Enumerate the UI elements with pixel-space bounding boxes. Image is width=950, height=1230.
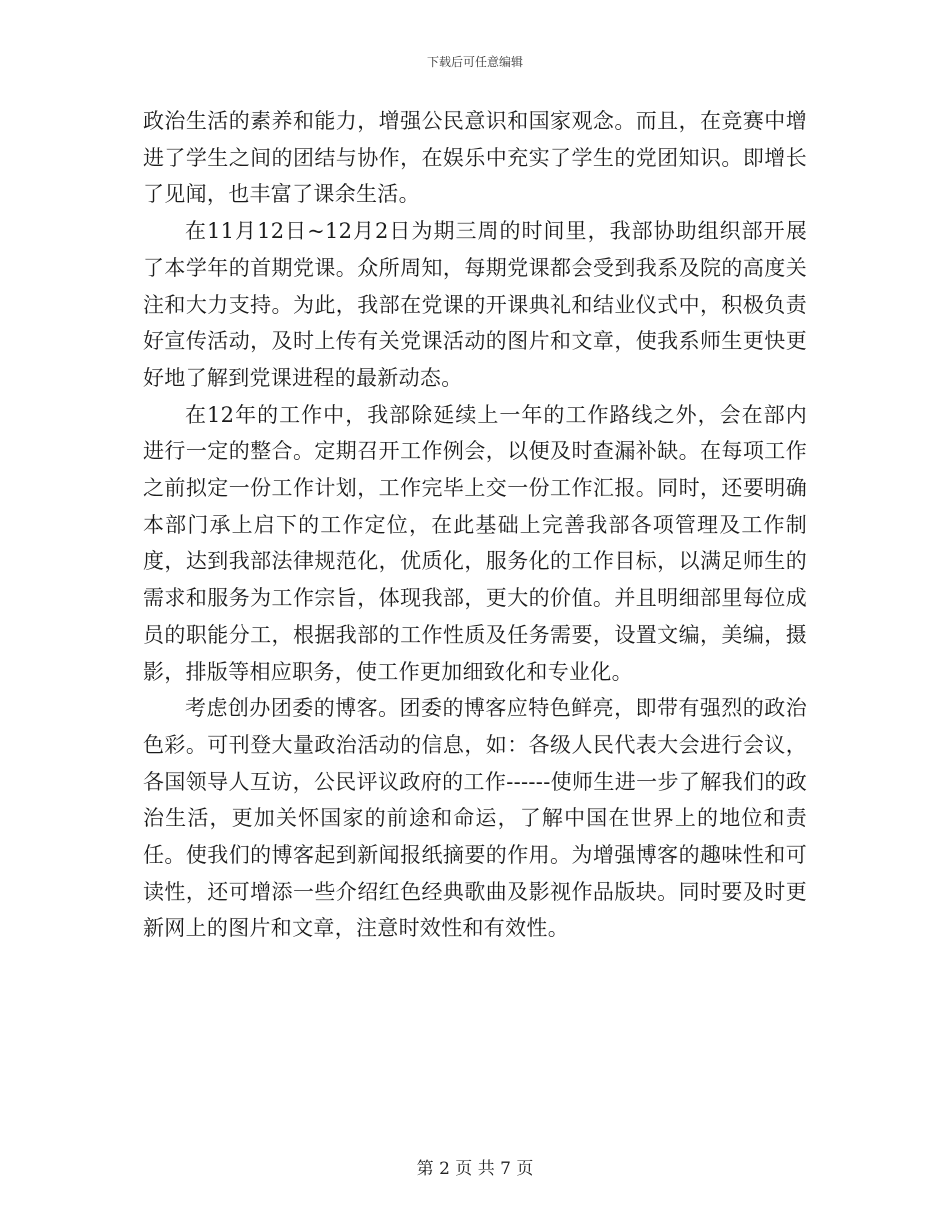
paragraph-1: 政治生活的素养和能力，增强公民意识和国家观念。而且，在竞赛中增进了学生之间的团结与协作，在娱乐中充实了学生的党团知识。即增长了见闻，也丰富了课余生活。 (143, 109, 807, 207)
paragraph-3: 在12年的工作中，我部除延续上一年的工作路线之外，会在部内进行一定的整合。定期召开工作例会，以便及时查漏补缺。在每项工作之前拟定一份工作计划，工作完毕上交一份工作汇报。同时，还要明确本部门承上启下的工作定位，在此基础上完善我部各项管理及工作制度，达到我部法律规范化，优质化，服务化的工作目标，以满足师生的需求和服务为工作宗旨，体现我部，更大的价值。并且明细部里每位成员的职能分工，根据我部的工作性质及任务需要，设置文编，美编，摄影，排版等相应职务，使工作更加细致化和专业化。 (143, 402, 807, 684)
page-number: 第 2 页 共 7 页 (416, 1159, 534, 1179)
page-header-note: 下载后可任意编辑 (426, 55, 523, 69)
paragraph-4: 考虑创办团委的博客。团委的博客应特色鲜亮，即带有强烈的政治色彩。可刊登大量政治活动的信息，如：各级人民代表大会进行会议，各国领导人互访，公民评议政府的工作------使师生进一步了解我们的政治生活，更加关怀国家的前途和命运，了解中国在世界上的地位和责任。使我们的博客起到新闻报纸摘要的作用。为增强博客的趣味性和可读性，还可增添一些介绍红色经典歌曲及影视作品版块。同时要及时更新网上的图片和文章，注意时效性和有效性。 (143, 696, 807, 941)
paragraph-2: 在11月12日~12月2日为期三周的时间里，我部协助组织部开展了本学年的首期党课。众所周知，每期党课都会受到我系及院的高度关注和大力支持。为此，我部在党课的开课典礼和结业仪式中，积极负责好宣传活动，及时上传有关党课活动的图片和文章，使我系师生更快更好地了解到党课进程的最新动态。 (143, 219, 807, 390)
document-body (143, 103, 807, 947)
